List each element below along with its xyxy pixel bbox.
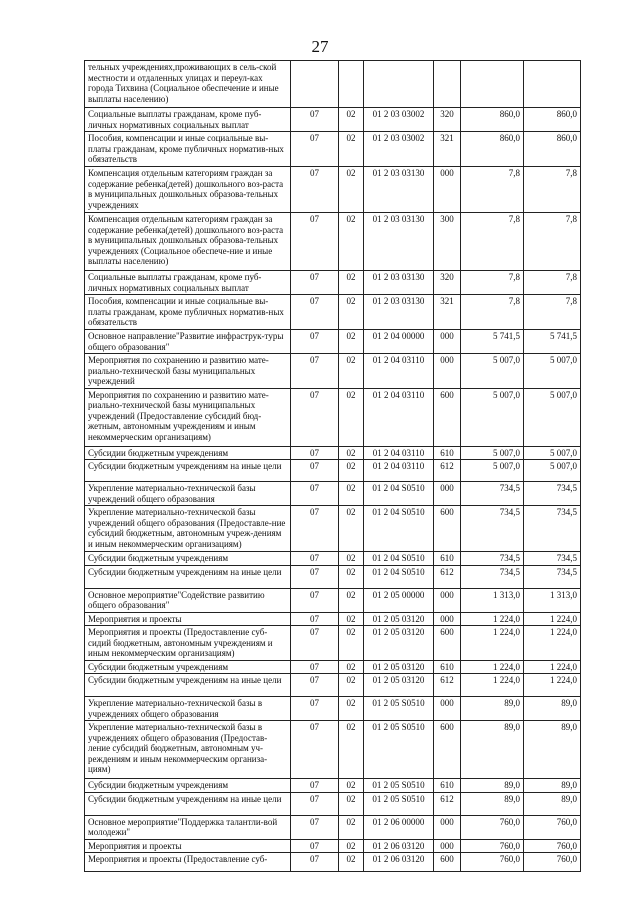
table-row bbox=[85, 446, 581, 460]
row-amount-total: 7,8 bbox=[524, 213, 581, 271]
row-amount-total: 860,0 bbox=[524, 132, 581, 167]
row-target-code: 01 2 05 S0510 bbox=[364, 721, 434, 779]
row-amount-plan: 5 007,0 bbox=[461, 460, 524, 482]
row-amount-plan: 7,8 bbox=[461, 295, 524, 330]
row-section: 07 bbox=[291, 271, 339, 295]
row-target-code: 01 2 05 S0510 bbox=[364, 779, 434, 793]
row-amount-total: 760,0 bbox=[524, 815, 581, 839]
row-name: Социальные выплаты гражданам, кроме пуб-личных нормативных социальных выплат bbox=[85, 108, 291, 132]
table-row bbox=[85, 815, 581, 839]
table-row bbox=[85, 660, 581, 674]
row-amount-plan: 760,0 bbox=[461, 839, 524, 853]
row-expense-type: 300 bbox=[434, 213, 461, 271]
row-amount-plan bbox=[461, 61, 524, 108]
row-section: 07 bbox=[291, 330, 339, 354]
row-expense-type bbox=[434, 61, 461, 108]
row-amount-total: 5 007,0 bbox=[524, 354, 581, 389]
row-section: 07 bbox=[291, 792, 339, 815]
row-target-code: 01 2 04 03110 bbox=[364, 354, 434, 389]
row-target-code: 01 2 04 03110 bbox=[364, 446, 434, 460]
table-row bbox=[85, 108, 581, 132]
row-name: Мероприятия по сохранению и развитию мате-риально-технической базы муниципальных учреждений (Предоставление субсидий бюд-жетным, автономным учреждениям и иным некоммерческим организациям) bbox=[85, 388, 291, 446]
row-expense-type: 000 bbox=[434, 330, 461, 354]
row-amount-total: 5 007,0 bbox=[524, 460, 581, 482]
row-amount-plan: 7,8 bbox=[461, 213, 524, 271]
row-target-code: 01 2 03 03130 bbox=[364, 167, 434, 213]
row-amount-total: 734,5 bbox=[524, 506, 581, 552]
page-number: 27 bbox=[311, 37, 329, 56]
row-subsection: 02 bbox=[339, 552, 364, 566]
table-row bbox=[85, 674, 581, 697]
row-section: 07 bbox=[291, 565, 339, 588]
row-expense-type: 610 bbox=[434, 552, 461, 566]
row-target-code: 01 2 05 03120 bbox=[364, 612, 434, 626]
row-target-code: 01 2 03 03002 bbox=[364, 108, 434, 132]
row-section: 07 bbox=[291, 612, 339, 626]
row-expense-type: 600 bbox=[434, 388, 461, 446]
row-amount-total: 760,0 bbox=[524, 839, 581, 853]
row-subsection: 02 bbox=[339, 446, 364, 460]
row-amount-plan: 760,0 bbox=[461, 853, 524, 872]
row-subsection: 02 bbox=[339, 612, 364, 626]
row-expense-type: 600 bbox=[434, 506, 461, 552]
table-row bbox=[85, 271, 581, 295]
row-subsection: 02 bbox=[339, 626, 364, 661]
row-amount-plan: 1 313,0 bbox=[461, 588, 524, 612]
row-subsection bbox=[339, 61, 364, 108]
row-subsection: 02 bbox=[339, 132, 364, 167]
row-section: 07 bbox=[291, 482, 339, 506]
row-target-code: 01 2 04 S0510 bbox=[364, 552, 434, 566]
row-name: Укрепление материально-технической базы учреждений общего образования (Предоставле-ние субсидий бюджетным, автономным учреж-дениям и иным некоммерческим организациям) bbox=[85, 506, 291, 552]
row-expense-type: 612 bbox=[434, 792, 461, 815]
row-name: Субсидии бюджетным учреждениям на иные цели bbox=[85, 460, 291, 482]
row-subsection: 02 bbox=[339, 330, 364, 354]
row-subsection: 02 bbox=[339, 839, 364, 853]
row-section: 07 bbox=[291, 460, 339, 482]
row-expense-type: 000 bbox=[434, 612, 461, 626]
row-expense-type: 000 bbox=[434, 167, 461, 213]
row-expense-type: 610 bbox=[434, 660, 461, 674]
row-target-code: 01 2 04 03110 bbox=[364, 388, 434, 446]
row-amount-total: 89,0 bbox=[524, 697, 581, 721]
table-row bbox=[85, 354, 581, 389]
row-subsection: 02 bbox=[339, 295, 364, 330]
row-target-code: 01 2 03 03130 bbox=[364, 213, 434, 271]
row-section: 07 bbox=[291, 388, 339, 446]
row-amount-total bbox=[524, 61, 581, 108]
table-row bbox=[85, 839, 581, 853]
row-amount-total: 760,0 bbox=[524, 853, 581, 872]
row-target-code: 01 2 04 S0510 bbox=[364, 506, 434, 552]
table-row bbox=[85, 388, 581, 446]
row-amount-plan: 860,0 bbox=[461, 108, 524, 132]
row-target-code: 01 2 04 03110 bbox=[364, 460, 434, 482]
table-row bbox=[85, 588, 581, 612]
row-amount-total: 7,8 bbox=[524, 271, 581, 295]
table-row bbox=[85, 552, 581, 566]
row-amount-plan: 89,0 bbox=[461, 697, 524, 721]
table-row bbox=[85, 612, 581, 626]
row-name: Субсидии бюджетным учреждениям на иные цели bbox=[85, 674, 291, 697]
row-subsection: 02 bbox=[339, 815, 364, 839]
row-expense-type: 320 bbox=[434, 271, 461, 295]
row-expense-type: 000 bbox=[434, 697, 461, 721]
row-section: 07 bbox=[291, 853, 339, 872]
row-name: Мероприятия и проекты (Предоставление суб-сидий бюджетным, автономным учреждениям и иным некоммерческим организациям) bbox=[85, 626, 291, 661]
row-name: Основное мероприятие"Поддержка талантли-вой молодежи" bbox=[85, 815, 291, 839]
row-amount-plan: 5 007,0 bbox=[461, 446, 524, 460]
row-name: Мероприятия и проекты (Предоставление суб- bbox=[85, 853, 291, 872]
row-amount-total: 5 007,0 bbox=[524, 446, 581, 460]
row-amount-total: 7,8 bbox=[524, 167, 581, 213]
row-amount-plan: 1 224,0 bbox=[461, 674, 524, 697]
row-amount-plan: 7,8 bbox=[461, 271, 524, 295]
row-name: Укрепление материально-технической базы в учреждениях общего образования (Предостав-ление субсидий бюджетным, автономным уч-реждениям и иным некоммерческим организа-циям) bbox=[85, 721, 291, 779]
row-subsection: 02 bbox=[339, 388, 364, 446]
row-subsection: 02 bbox=[339, 354, 364, 389]
budget-table bbox=[84, 60, 581, 872]
row-section: 07 bbox=[291, 674, 339, 697]
row-amount-plan: 5 007,0 bbox=[461, 388, 524, 446]
row-expense-type: 610 bbox=[434, 779, 461, 793]
row-name: Субсидии бюджетным учреждениям bbox=[85, 446, 291, 460]
row-amount-plan: 1 224,0 bbox=[461, 612, 524, 626]
row-target-code: 01 2 05 S0510 bbox=[364, 792, 434, 815]
row-subsection: 02 bbox=[339, 697, 364, 721]
row-section: 07 bbox=[291, 552, 339, 566]
row-subsection: 02 bbox=[339, 792, 364, 815]
row-name: Мероприятия и проекты bbox=[85, 612, 291, 626]
row-name: Основное направление"Развитие инфраструк-туры общего образования" bbox=[85, 330, 291, 354]
row-expense-type: 600 bbox=[434, 626, 461, 661]
row-amount-plan: 760,0 bbox=[461, 815, 524, 839]
row-amount-plan: 734,5 bbox=[461, 506, 524, 552]
table-row bbox=[85, 132, 581, 167]
row-subsection: 02 bbox=[339, 271, 364, 295]
row-target-code: 01 2 06 00000 bbox=[364, 815, 434, 839]
row-amount-plan: 1 224,0 bbox=[461, 660, 524, 674]
row-name: Субсидии бюджетным учреждениям bbox=[85, 779, 291, 793]
row-expense-type: 321 bbox=[434, 295, 461, 330]
table-row bbox=[85, 626, 581, 661]
row-target-code: 01 2 05 S0510 bbox=[364, 697, 434, 721]
row-section: 07 bbox=[291, 660, 339, 674]
row-amount-total: 89,0 bbox=[524, 779, 581, 793]
row-section: 07 bbox=[291, 132, 339, 167]
row-subsection: 02 bbox=[339, 213, 364, 271]
row-section: 07 bbox=[291, 295, 339, 330]
row-subsection: 02 bbox=[339, 853, 364, 872]
table-row bbox=[85, 460, 581, 482]
row-name: Субсидии бюджетным учреждениям bbox=[85, 660, 291, 674]
row-subsection: 02 bbox=[339, 167, 364, 213]
row-subsection: 02 bbox=[339, 660, 364, 674]
row-expense-type: 320 bbox=[434, 108, 461, 132]
row-target-code: 01 2 05 03120 bbox=[364, 626, 434, 661]
table-row bbox=[85, 167, 581, 213]
row-subsection: 02 bbox=[339, 108, 364, 132]
row-target-code: 01 2 05 00000 bbox=[364, 588, 434, 612]
table-row bbox=[85, 61, 581, 108]
row-target-code: 01 2 04 00000 bbox=[364, 330, 434, 354]
table-row bbox=[85, 295, 581, 330]
row-amount-total: 5 741,5 bbox=[524, 330, 581, 354]
row-name: Субсидии бюджетным учреждениям на иные цели bbox=[85, 565, 291, 588]
row-name: Субсидии бюджетным учреждениям на иные цели bbox=[85, 792, 291, 815]
row-amount-plan: 89,0 bbox=[461, 792, 524, 815]
table-row bbox=[85, 792, 581, 815]
row-name: Компенсация отдельным категориям граждан за содержание ребенка(детей) дошкольного воз-раста в муниципальных дошкольных образова-тельных учреждениях (Социальное обеспече-ние и иные выплаты населению) bbox=[85, 213, 291, 271]
row-amount-total: 1 224,0 bbox=[524, 626, 581, 661]
row-amount-total: 1 224,0 bbox=[524, 612, 581, 626]
row-target-code: 01 2 05 03120 bbox=[364, 660, 434, 674]
row-amount-total: 734,5 bbox=[524, 482, 581, 506]
table-row bbox=[85, 697, 581, 721]
row-target-code: 01 2 04 S0510 bbox=[364, 482, 434, 506]
row-amount-plan: 734,5 bbox=[461, 482, 524, 506]
row-amount-total: 89,0 bbox=[524, 721, 581, 779]
row-target-code: 01 2 03 03130 bbox=[364, 295, 434, 330]
row-expense-type: 612 bbox=[434, 565, 461, 588]
row-expense-type: 000 bbox=[434, 839, 461, 853]
row-subsection: 02 bbox=[339, 565, 364, 588]
row-amount-plan: 7,8 bbox=[461, 167, 524, 213]
row-name: Укрепление материально-технической базы в учреждениях общего образования bbox=[85, 697, 291, 721]
row-subsection: 02 bbox=[339, 588, 364, 612]
row-section: 07 bbox=[291, 779, 339, 793]
row-name: Укрепление материально-технической базы учреждений общего образования bbox=[85, 482, 291, 506]
row-section: 07 bbox=[291, 506, 339, 552]
row-amount-total: 1 224,0 bbox=[524, 674, 581, 697]
row-expense-type: 321 bbox=[434, 132, 461, 167]
row-section: 07 bbox=[291, 446, 339, 460]
row-section: 07 bbox=[291, 626, 339, 661]
row-amount-total: 1 224,0 bbox=[524, 660, 581, 674]
row-target-code: 01 2 05 03120 bbox=[364, 674, 434, 697]
row-section: 07 bbox=[291, 354, 339, 389]
row-amount-total: 734,5 bbox=[524, 565, 581, 588]
row-target-code: 01 2 04 S0510 bbox=[364, 565, 434, 588]
row-expense-type: 612 bbox=[434, 674, 461, 697]
row-name: тельных учреждениях,проживающих в сель-ской местности и отдаленных улицах и переул-ках города Тихвина (Социальное обеспечение и иные выплаты населению) bbox=[85, 61, 291, 108]
row-section: 07 bbox=[291, 588, 339, 612]
row-expense-type: 600 bbox=[434, 721, 461, 779]
row-subsection: 02 bbox=[339, 460, 364, 482]
row-target-code bbox=[364, 61, 434, 108]
table-row bbox=[85, 330, 581, 354]
row-expense-type: 000 bbox=[434, 588, 461, 612]
row-amount-total: 89,0 bbox=[524, 792, 581, 815]
row-name: Мероприятия и проекты bbox=[85, 839, 291, 853]
table-row bbox=[85, 721, 581, 779]
table-row bbox=[85, 213, 581, 271]
row-subsection: 02 bbox=[339, 482, 364, 506]
table-row bbox=[85, 853, 581, 872]
row-amount-total: 734,5 bbox=[524, 552, 581, 566]
table-row bbox=[85, 506, 581, 552]
row-section: 07 bbox=[291, 815, 339, 839]
row-subsection: 02 bbox=[339, 721, 364, 779]
row-subsection: 02 bbox=[339, 506, 364, 552]
row-amount-plan: 1 224,0 bbox=[461, 626, 524, 661]
row-amount-plan: 89,0 bbox=[461, 779, 524, 793]
row-name: Субсидии бюджетным учреждениям bbox=[85, 552, 291, 566]
row-amount-total: 5 007,0 bbox=[524, 388, 581, 446]
row-expense-type: 000 bbox=[434, 815, 461, 839]
row-name: Основное мероприятие"Содействие развитию общего образования" bbox=[85, 588, 291, 612]
row-name: Компенсация отдельным категориям граждан за содержание ребенка(детей) дошкольного воз-раста в муниципальных дошкольных образова-тельных учреждениях bbox=[85, 167, 291, 213]
row-expense-type: 600 bbox=[434, 853, 461, 872]
row-section: 07 bbox=[291, 839, 339, 853]
row-amount-plan: 89,0 bbox=[461, 721, 524, 779]
row-subsection: 02 bbox=[339, 674, 364, 697]
row-name: Пособия, компенсации и иные социальные вы-платы гражданам, кроме публичных норматив-ных обязательств bbox=[85, 132, 291, 167]
row-expense-type: 000 bbox=[434, 354, 461, 389]
row-name: Социальные выплаты гражданам, кроме пуб-личных нормативных социальных выплат bbox=[85, 271, 291, 295]
row-name: Пособия, компенсации и иные социальные вы-платы гражданам, кроме публичных норматив-ных обязательств bbox=[85, 295, 291, 330]
row-amount-total: 860,0 bbox=[524, 108, 581, 132]
row-subsection: 02 bbox=[339, 779, 364, 793]
row-section: 07 bbox=[291, 721, 339, 779]
row-amount-plan: 860,0 bbox=[461, 132, 524, 167]
row-target-code: 01 2 06 03120 bbox=[364, 839, 434, 853]
row-target-code: 01 2 03 03130 bbox=[364, 271, 434, 295]
table-row bbox=[85, 482, 581, 506]
row-section bbox=[291, 61, 339, 108]
row-amount-plan: 5 007,0 bbox=[461, 354, 524, 389]
row-target-code: 01 2 03 03002 bbox=[364, 132, 434, 167]
row-amount-plan: 734,5 bbox=[461, 552, 524, 566]
row-section: 07 bbox=[291, 167, 339, 213]
table-row bbox=[85, 565, 581, 588]
row-expense-type: 000 bbox=[434, 482, 461, 506]
row-expense-type: 610 bbox=[434, 446, 461, 460]
row-amount-plan: 734,5 bbox=[461, 565, 524, 588]
row-amount-total: 7,8 bbox=[524, 295, 581, 330]
row-amount-plan: 5 741,5 bbox=[461, 330, 524, 354]
row-expense-type: 612 bbox=[434, 460, 461, 482]
row-target-code: 01 2 06 03120 bbox=[364, 853, 434, 872]
row-section: 07 bbox=[291, 108, 339, 132]
row-name: Мероприятия по сохранению и развитию мате-риально-технической базы муниципальных учреждений bbox=[85, 354, 291, 389]
row-section: 07 bbox=[291, 697, 339, 721]
row-amount-total: 1 313,0 bbox=[524, 588, 581, 612]
row-section: 07 bbox=[291, 213, 339, 271]
table-row bbox=[85, 779, 581, 793]
